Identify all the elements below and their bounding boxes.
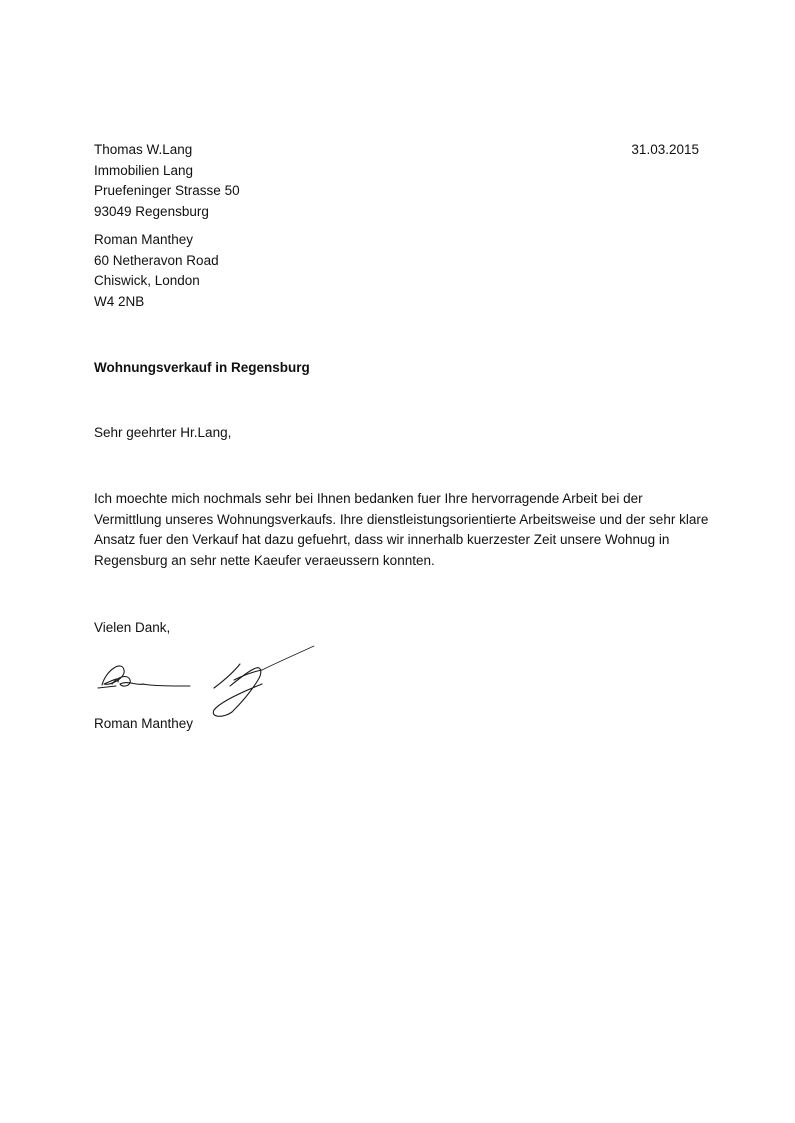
recipient-name: Roman Manthey	[94, 232, 194, 247]
sender-city: 93049 Regensburg	[94, 203, 209, 219]
sender-company: Immobilien Lang	[94, 162, 194, 178]
salutation: Sehr geehrter Hr.Lang,	[94, 425, 232, 440]
sender-name: Thomas W.Lang	[94, 142, 193, 157]
body-line: Vermittlung unseres Wohnungsverkaufs. Ihre dienstleistungsorientierte Arbeitsweise und der sehr klare	[94, 511, 709, 527]
subject-line: Wohnungsverkauf in Regensburg	[94, 360, 310, 375]
sender-street: Pruefeninger Strasse 50	[94, 183, 240, 198]
signer-name: Roman Manthey	[94, 716, 194, 731]
body-line: Ansatz fuer den Verkauf hat dazu gefuehrt, dass wir innerhalb kuerzester Zeit unsere Wohnug in	[94, 532, 670, 547]
recipient-street: 60 Netheravon Road	[94, 252, 219, 268]
letter-date: 31.03.2015	[631, 142, 699, 157]
sender-address-block	[94, 140, 240, 222]
body-line: Ich moechte mich nochmals sehr bei Ihnen bedanken fuer Ihre hervorragende Arbeit bei der	[94, 491, 643, 506]
handwritten-signature	[92, 640, 322, 720]
body-line: Regensburg an sehr nette Kaeufer veraeussern konnten.	[94, 552, 435, 568]
recipient-address-block	[94, 230, 219, 312]
closing-phrase: Vielen Dank,	[94, 620, 171, 635]
recipient-city: Chiswick, London	[94, 273, 200, 288]
letter-body	[94, 489, 714, 571]
recipient-postcode: W4 2NB	[94, 293, 145, 309]
